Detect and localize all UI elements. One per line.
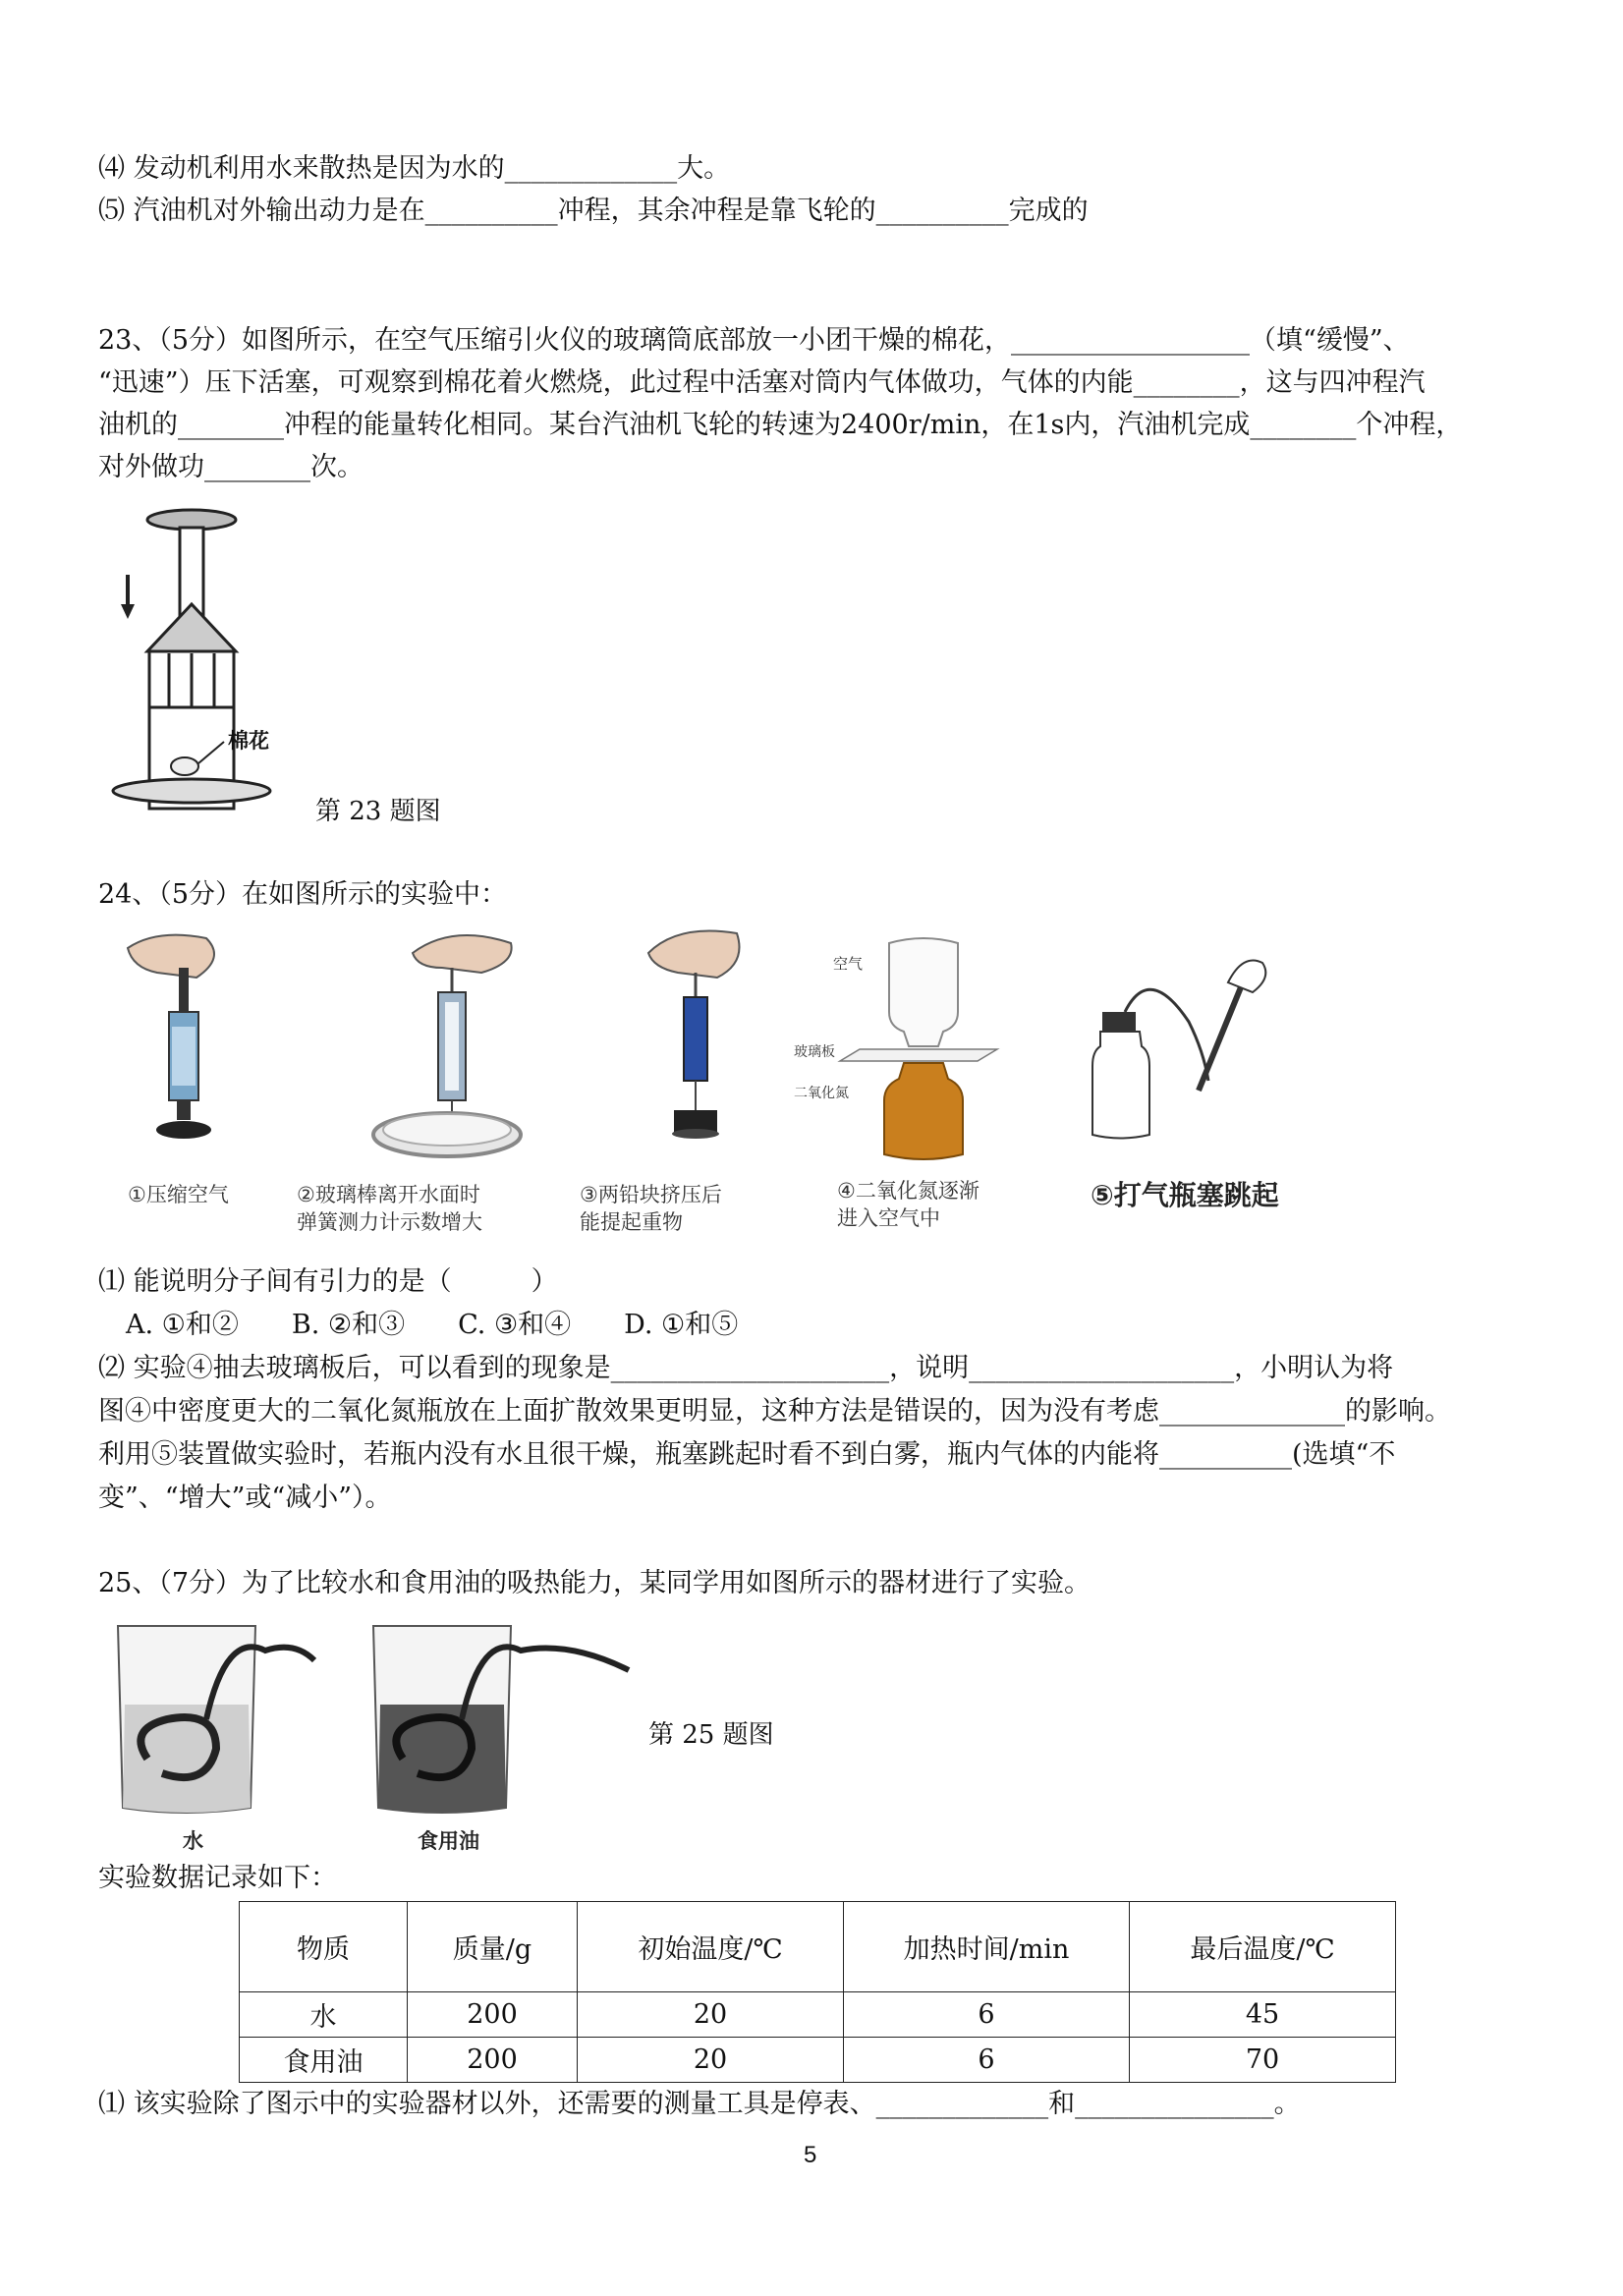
table-cell: 200 — [408, 2038, 578, 2083]
q24-q2-line3: 利用⑤装置做实验时，若瓶内没有水且很干燥，瓶塞跳起时看不到白雾，瓶内气体的内能将__________(选填“不 — [98, 1439, 1396, 1470]
table-cell: 20 — [578, 2038, 844, 2083]
q23-line-3: 油机的________冲程的能量转化相同。某台汽油机飞轮的转速为2400r/min，在1s内，汽油机完成________个冲程， — [98, 410, 1463, 440]
table-header: 最后温度/℃ — [1130, 1902, 1396, 1992]
table-cell: 70 — [1130, 2038, 1396, 2083]
pump-bottle-figure — [1081, 943, 1297, 1149]
table-cell: 200 — [408, 1992, 578, 2038]
table-cell: 6 — [844, 1992, 1130, 2038]
table-cell: 20 — [578, 1992, 844, 2038]
compress-air-figure — [118, 928, 255, 1164]
q24-q2-line4: 变”、“增大”或“减小”）。 — [98, 1483, 392, 1513]
q23-line-2: “迅速”）压下活塞，可观察到棉花着火燃烧，此过程中活塞对筒内气体做功，气体的内能________，这与四冲程汽 — [98, 367, 1426, 398]
fig4-label-line2: 进入空气中 — [837, 1206, 940, 1230]
q24-question-1: ⑴ 能说明分子间有引力的是（ ） — [98, 1266, 558, 1297]
air-compression-igniter-figure — [108, 506, 305, 811]
fig1-label: ①压缩空气 — [128, 1183, 229, 1206]
q23-line-4: 对外做功________次。 — [98, 452, 364, 482]
glass-plate-label: 玻璃板 — [794, 1044, 835, 1060]
q22-line-4: ⑷ 发动机利用水来散热是因为水的_____________大。 — [98, 153, 731, 184]
q23-caption: 第 23 题图 — [315, 797, 441, 826]
beaker-water-label: 水 — [183, 1829, 203, 1853]
fig3-label-line1: ③两铅块挤压后 — [580, 1183, 722, 1206]
beaker-oil-label: 食用油 — [418, 1829, 479, 1853]
q24-options: A. ①和② B. ②和③ C. ③和④ D. ①和⑤ — [126, 1310, 739, 1340]
experiment-data-table — [239, 1901, 1396, 2083]
table-header: 初始温度/℃ — [578, 1902, 844, 1992]
table-row — [240, 1992, 1396, 2038]
q24-q2-line1: ⑵ 实验④抽去玻璃板后，可以看到的现象是_____________________，说明____________________，小明认为将 — [98, 1353, 1394, 1383]
fig2-label-line1: ②玻璃棒离开水面时 — [297, 1183, 480, 1206]
fig2-label-line2: 弹簧测力计示数增大 — [297, 1210, 482, 1234]
fig5-label: ⑤打气瓶塞跳起 — [1091, 1179, 1279, 1211]
fig3-label-line2: 能提起重物 — [580, 1210, 683, 1234]
air-label: 空气 — [833, 955, 864, 973]
no2-label: 二氧化氮 — [794, 1086, 849, 1101]
glass-plate-spring-scale-figure — [344, 924, 540, 1174]
page-number: 5 — [804, 2142, 817, 2168]
table-header: 物质 — [240, 1902, 408, 1992]
q24-intro: 24、（5分）在如图所示的实验中： — [98, 879, 508, 910]
cotton-label: 棉花 — [228, 729, 269, 753]
q25-intro: 25、（7分）为了比较水和食用油的吸热能力，某同学用如图所示的器材进行了实验。 — [98, 1568, 1091, 1598]
q25-record-title: 实验数据记录如下： — [98, 1863, 337, 1893]
beakers-figure — [108, 1611, 639, 1822]
q22-line-5: ⑸ 汽油机对外输出动力是在__________冲程，其余冲程是靠飞轮的__________完成的 — [98, 196, 1089, 226]
q24-q2-line2: 图④中密度更大的二氧化氮瓶放在上面扩散效果更明显，这种方法是错误的，因为没有考虑______________的影响。 — [98, 1396, 1451, 1427]
table-cell: 水 — [240, 1992, 408, 2038]
table-cell: 食用油 — [240, 2038, 408, 2083]
lead-blocks-figure — [639, 924, 756, 1164]
q23-line-1: 23、（5分）如图所示，在空气压缩引火仪的玻璃筒底部放一小团干燥的棉花，__________________（填“缓慢”、 — [98, 325, 1410, 356]
table-cell: 6 — [844, 2038, 1130, 2083]
q25-caption: 第 25 题图 — [648, 1720, 774, 1750]
table-header: 加热时间/min — [844, 1902, 1130, 1992]
fig4-label-line1: ④二氧化氮逐渐 — [837, 1179, 979, 1203]
table-row — [240, 2038, 1396, 2083]
table-header: 质量/g — [408, 1902, 578, 1992]
table-header-row — [240, 1902, 1396, 1992]
q25-question-1: ⑴ 该实验除了图示中的实验器材以外，还需要的测量工具是停表、_____________和_______________。 — [98, 2089, 1301, 2119]
table-cell: 45 — [1130, 1992, 1396, 2038]
